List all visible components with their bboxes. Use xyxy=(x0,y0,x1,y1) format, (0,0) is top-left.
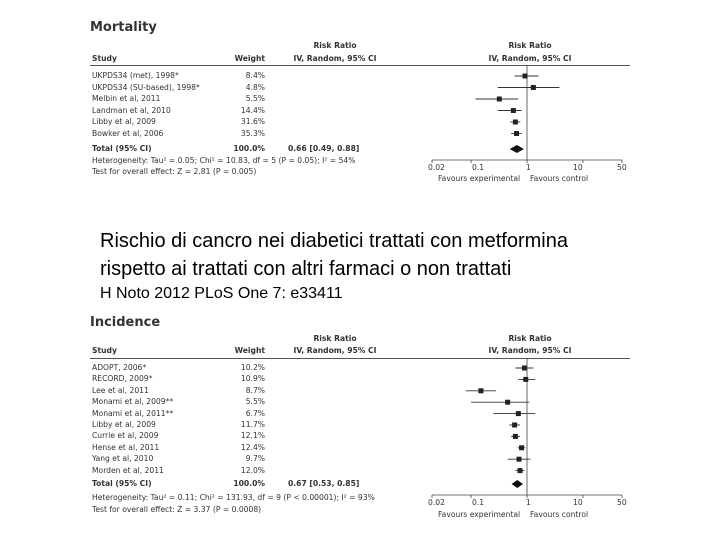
weight-column-header: Weight xyxy=(234,54,265,63)
study-weight: 12.0% xyxy=(240,465,265,475)
axis-tick-label: 50 xyxy=(617,498,627,507)
axis-tick-label: 1 xyxy=(526,498,531,507)
total-label: Total (95% CI) xyxy=(92,479,152,488)
caption-line-2: rispetto ai trattati con altri farmaci o non trattati xyxy=(100,258,512,280)
study-name: UKPDS34 (met), 1998* xyxy=(92,71,179,80)
point-estimate xyxy=(523,377,528,382)
study-name: Hense et al, 2011 xyxy=(92,442,160,452)
favours-control-label: Favours control xyxy=(530,510,589,519)
total-weight: 100.0% xyxy=(233,479,265,488)
study-weight: 35.3% xyxy=(240,128,265,138)
panel-title: Mortality xyxy=(90,20,157,35)
ci-column-header: IV, Random, 95% CI xyxy=(488,54,572,63)
study-weight: 9.7% xyxy=(245,454,265,464)
study-weight: 12.4% xyxy=(240,442,265,452)
study-weight: 14.4% xyxy=(240,105,265,115)
study-weight: 8.4% xyxy=(245,71,265,80)
overall-effect-text: Test for overall effect: Z = 3.37 (P = 0.0008) xyxy=(92,505,262,514)
study-column-header: Study xyxy=(92,346,117,355)
study-weight: 10.2% xyxy=(240,363,265,372)
point-estimate xyxy=(518,468,523,473)
point-estimate xyxy=(517,457,522,462)
study-weight: 10.9% xyxy=(240,374,265,384)
heterogeneity-text: Heterogeneity: Tau² = 0.11; Chi² = 131.93, df = 9 (P < 0.00001); I² = 93% xyxy=(92,493,375,502)
study-name: Lee et al, 2011 xyxy=(92,385,149,395)
risk-ratio-header: Risk Ratio xyxy=(313,334,357,343)
risk-ratio-header: Risk Ratio xyxy=(508,41,552,50)
axis-tick-label: 0.02 xyxy=(428,498,445,507)
ci-column-header: IV, Random, 95% CI xyxy=(293,346,377,355)
study-name: Bowker et al, 2006 xyxy=(92,128,164,138)
study-name: Libby et al, 2009 xyxy=(92,420,156,429)
study-name: Yang et al, 2010 xyxy=(92,454,154,464)
caption-line-1: Rischio di cancro nei diabetici trattati con metformina xyxy=(100,230,568,252)
axis-tick-label: 0.1 xyxy=(472,163,485,172)
axis-tick-label: 0.1 xyxy=(472,498,485,507)
study-name: Melbin et al, 2011 xyxy=(92,94,161,103)
point-estimate xyxy=(505,400,510,405)
point-estimate xyxy=(512,423,517,428)
axis-tick-label: 0.02 xyxy=(428,163,445,172)
study-weight: 31.6% xyxy=(240,117,265,126)
study-name: Morden et al, 2011 xyxy=(92,465,164,475)
total-ci: 0.66 [0.49, 0.88] xyxy=(288,144,360,153)
point-estimate xyxy=(522,366,527,371)
overall-effect-text: Test for overall effect: Z = 2.81 (P = 0.005) xyxy=(92,167,257,176)
study-weight: 11.7% xyxy=(240,420,265,429)
study-weight: 6.7% xyxy=(245,408,265,418)
study-weight: 12.1% xyxy=(240,431,265,441)
heterogeneity-text: Heterogeneity: Tau² = 0.05; Chi² = 10.83, df = 5 (P = 0.05); I² = 54% xyxy=(92,156,356,165)
axis-tick-label: 10 xyxy=(573,163,583,172)
study-name: Monami et al, 2009** xyxy=(92,397,174,407)
total-diamond xyxy=(512,480,523,488)
study-name: Monami et al, 2011** xyxy=(92,408,174,418)
study-weight: 5.5% xyxy=(245,94,265,103)
study-column-header: Study xyxy=(92,54,117,63)
study-name: Landman et al, 2010 xyxy=(92,105,171,115)
panel-title: Incidence xyxy=(90,315,161,330)
favours-experimental-label: Favours experimental xyxy=(438,510,521,519)
risk-ratio-header: Risk Ratio xyxy=(313,41,357,50)
study-name: RECORD, 2009* xyxy=(92,374,153,384)
point-estimate xyxy=(478,388,483,393)
axis-tick-label: 50 xyxy=(617,163,627,172)
ci-column-header: IV, Random, 95% CI xyxy=(293,54,377,63)
favours-experimental-label: Favours experimental xyxy=(438,174,521,183)
total-weight: 100.0% xyxy=(233,144,265,153)
favours-control-label: Favours control xyxy=(530,174,589,183)
weight-column-header: Weight xyxy=(234,346,265,355)
point-estimate xyxy=(513,434,518,439)
total-label: Total (95% CI) xyxy=(92,144,152,153)
ci-column-header: IV, Random, 95% CI xyxy=(488,346,572,355)
point-estimate xyxy=(516,411,521,416)
point-estimate xyxy=(519,445,524,450)
study-weight: 8.7% xyxy=(245,385,265,395)
citation: H Noto 2012 PLoS One 7: e33411 xyxy=(100,285,343,302)
study-weight: 5.5% xyxy=(245,397,265,407)
study-name: Currie et al, 2009 xyxy=(92,431,159,441)
study-name: Libby et al, 2009 xyxy=(92,117,156,126)
total-ci: 0.67 [0.53, 0.85] xyxy=(288,479,360,488)
axis-tick-label: 1 xyxy=(526,163,531,172)
risk-ratio-header: Risk Ratio xyxy=(508,334,552,343)
study-name: UKPDS34 (SU-based), 1998* xyxy=(92,82,200,92)
study-weight: 4.8% xyxy=(245,82,265,92)
axis-tick-label: 10 xyxy=(573,498,583,507)
study-name: ADOPT, 2006* xyxy=(92,363,147,372)
